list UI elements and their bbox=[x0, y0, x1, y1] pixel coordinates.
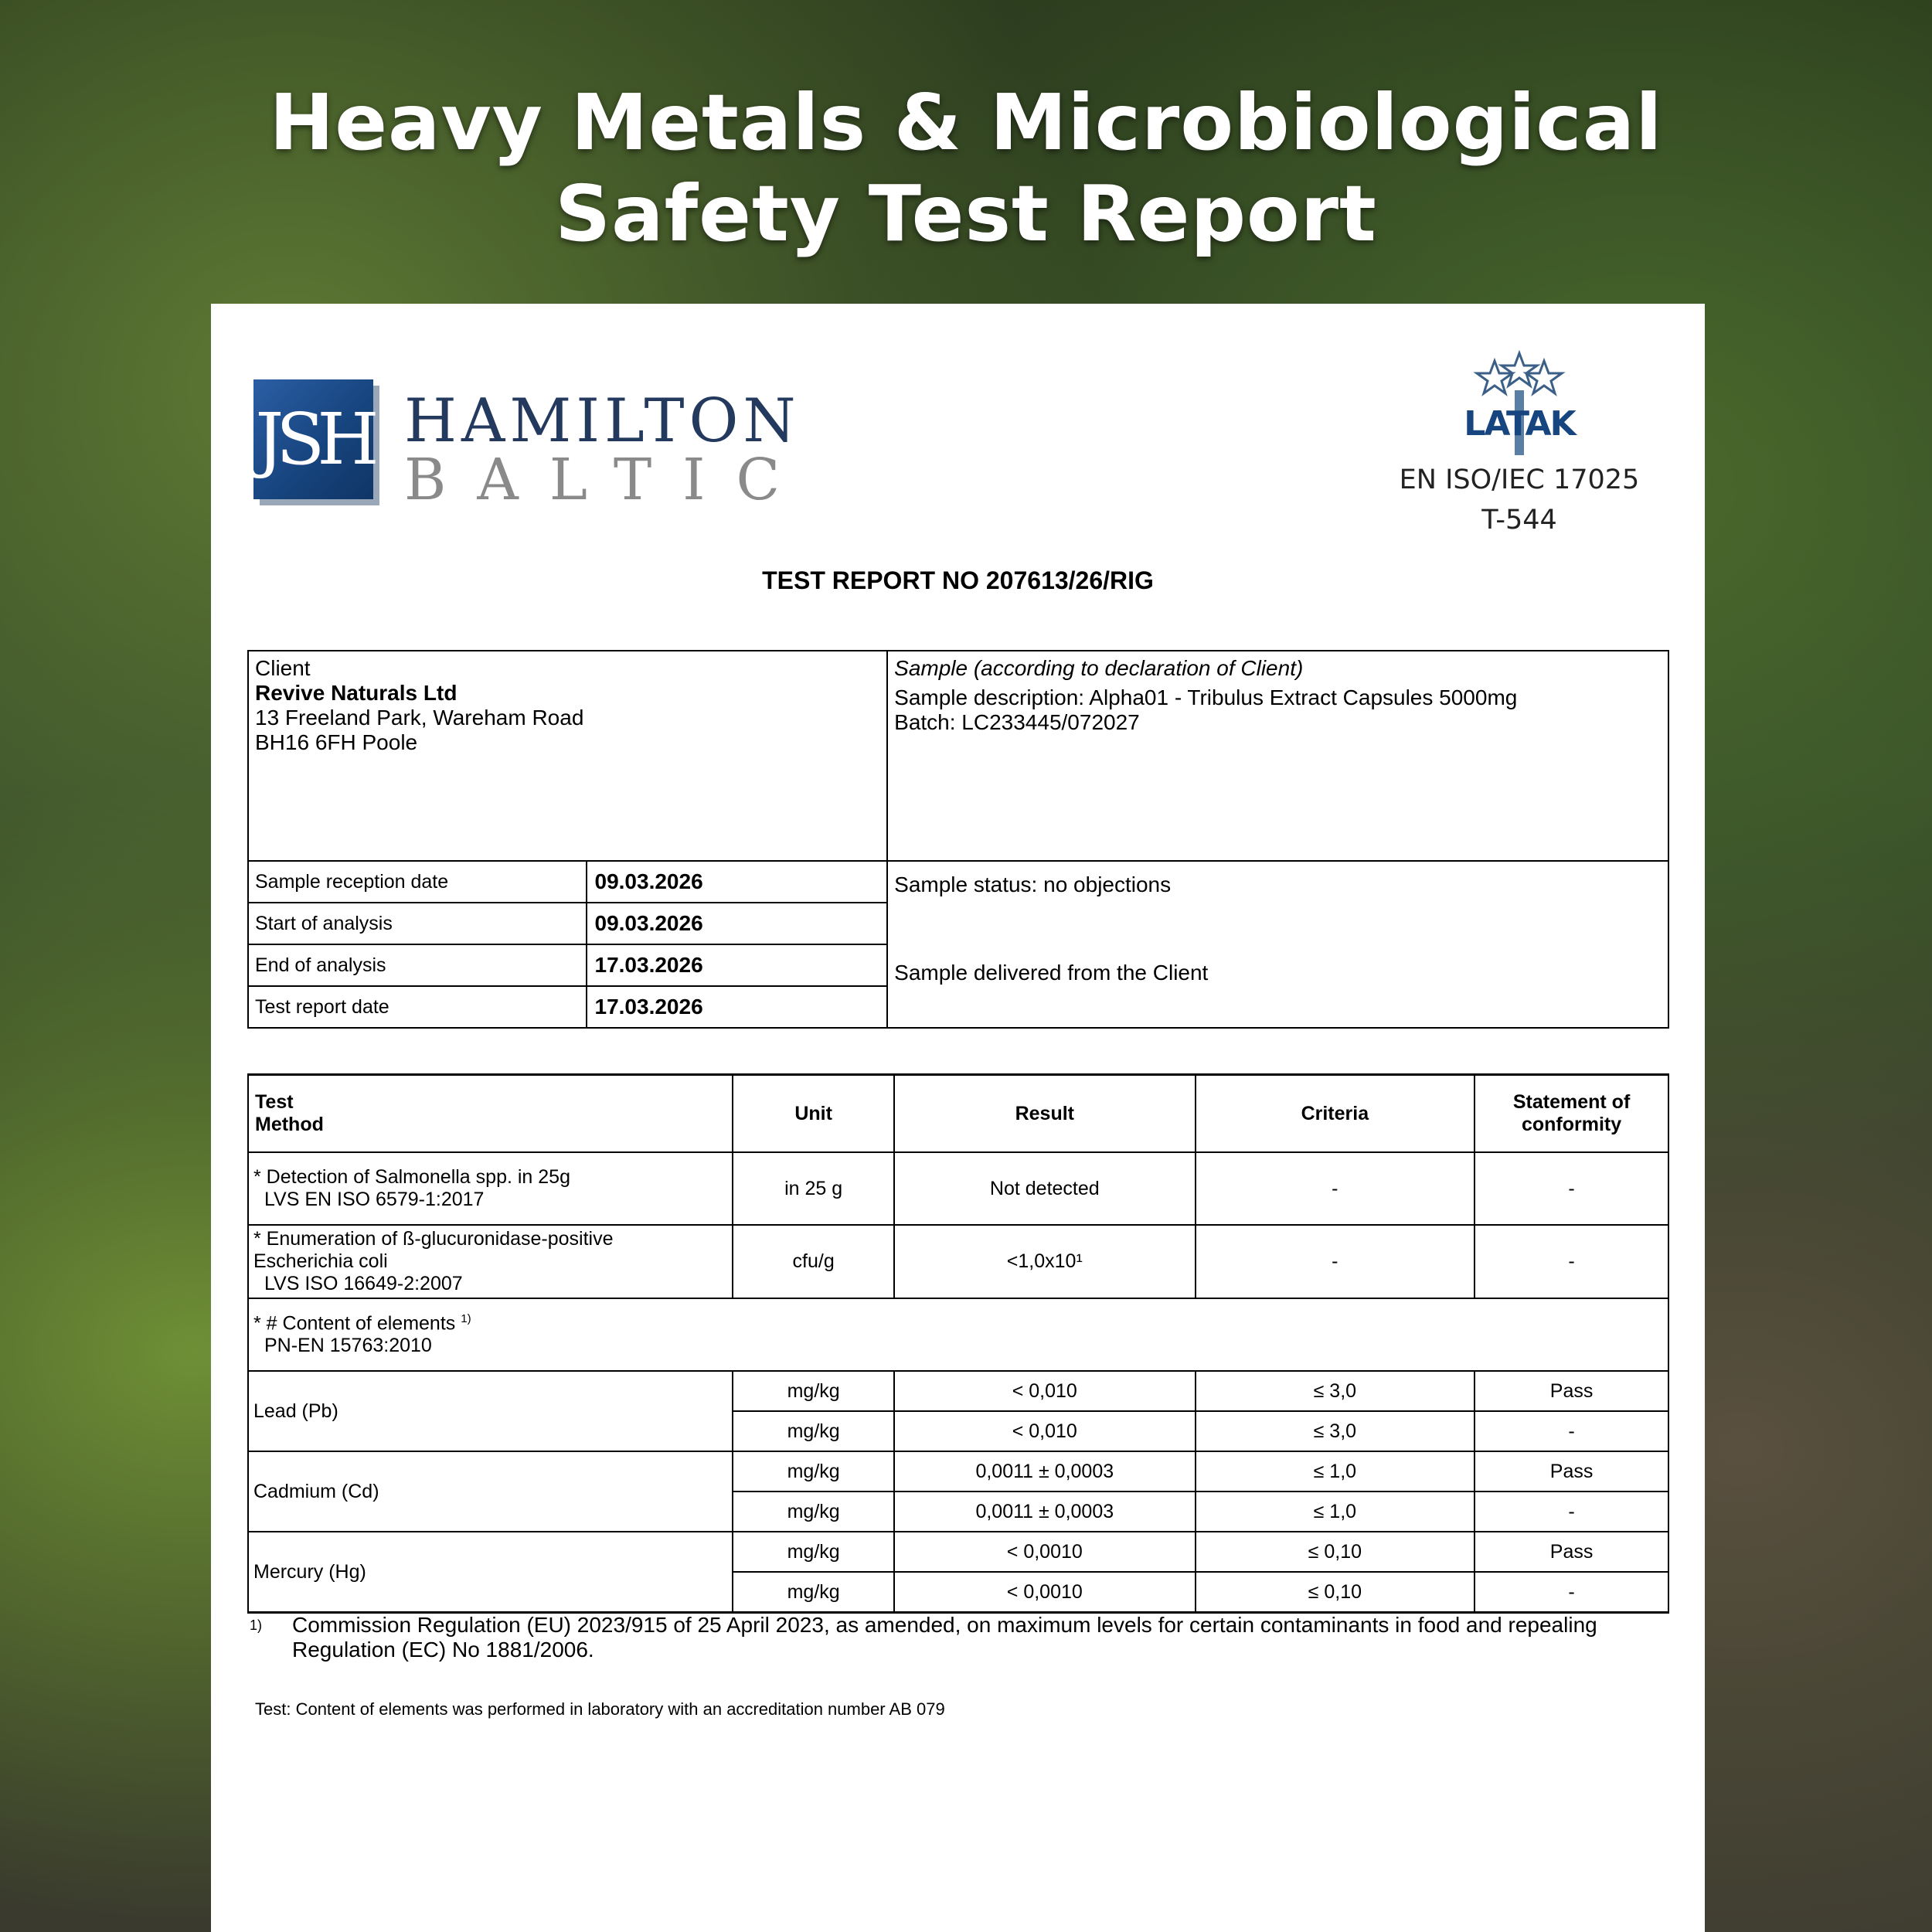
criteria-cell: - bbox=[1196, 1225, 1475, 1298]
headline-line-2: Safety Test Report bbox=[555, 168, 1377, 259]
footnote-text: Commission Regulation (EU) 2023/915 of 25 April 2023, as amended, on maximum levels for certain contaminants in food and repealing Regulation (EC) No 1881/2006. bbox=[292, 1613, 1597, 1662]
date-label: End of analysis bbox=[248, 944, 587, 986]
criteria-cell: ≤ 3,0 bbox=[1196, 1371, 1475, 1411]
criteria-cell: - bbox=[1196, 1152, 1475, 1225]
footnote-mark: 1) bbox=[250, 1617, 263, 1633]
result-cell: 0,0011 ± 0,0003 bbox=[894, 1451, 1196, 1492]
sample-batch: Batch: LC233445/072027 bbox=[894, 710, 1140, 734]
elements-note-mark: 1) bbox=[461, 1311, 471, 1325]
latak-stars-icon bbox=[1442, 350, 1597, 458]
report-info-table bbox=[247, 650, 1669, 1029]
element-name: Mercury (Hg) bbox=[248, 1532, 733, 1613]
result-cell: < 0,0010 bbox=[894, 1532, 1196, 1572]
criteria-cell: ≤ 1,0 bbox=[1196, 1451, 1475, 1492]
unit-cell: cfu/g bbox=[733, 1225, 894, 1298]
sample-delivery: Sample delivered from the Client bbox=[894, 961, 1209, 985]
sample-description: Sample description: Alpha01 - Tribulus Extract Capsules 5000mg bbox=[894, 685, 1518, 709]
conformity-cell: - bbox=[1475, 1572, 1668, 1613]
conformity-cell: - bbox=[1475, 1411, 1668, 1451]
elements-group-cell bbox=[248, 1298, 1668, 1371]
client-address-2: BH16 6FH Poole bbox=[255, 730, 418, 754]
result-cell: 0,0011 ± 0,0003 bbox=[894, 1492, 1196, 1532]
conformity-cell: Pass bbox=[1475, 1532, 1668, 1572]
accreditation-test-note: Test: Content of elements was performed in laboratory with an accreditation number AB 079 bbox=[255, 1699, 945, 1719]
table-row bbox=[248, 1371, 1668, 1411]
client-label: Client bbox=[255, 656, 311, 680]
unit-cell: mg/kg bbox=[733, 1451, 894, 1492]
report-sheet bbox=[211, 304, 1705, 1932]
result-cell: < 0,010 bbox=[894, 1411, 1196, 1451]
result-cell: < 0,0010 bbox=[894, 1572, 1196, 1613]
logo-subname: BALTIC bbox=[404, 447, 811, 513]
conformity-cell: - bbox=[1475, 1492, 1668, 1532]
unit-cell: mg/kg bbox=[733, 1492, 894, 1532]
date-label: Start of analysis bbox=[248, 903, 587, 944]
sample-heading: Sample (according to declaration of Client) bbox=[894, 656, 1304, 680]
header-criteria: Criteria bbox=[1196, 1075, 1475, 1153]
results-header-row bbox=[248, 1075, 1668, 1153]
date-value: 09.03.2026 bbox=[587, 903, 888, 944]
latak-mark: LATAK bbox=[1464, 404, 1575, 444]
elements-group-row bbox=[248, 1298, 1668, 1371]
sample-cell bbox=[887, 651, 1668, 861]
logo-name: HAMILTON bbox=[404, 386, 801, 456]
unit-cell: mg/kg bbox=[733, 1572, 894, 1613]
table-row bbox=[248, 1532, 1668, 1572]
table-row bbox=[248, 1225, 1668, 1298]
element-name: Cadmium (Cd) bbox=[248, 1451, 733, 1532]
header-unit: Unit bbox=[733, 1075, 894, 1153]
table-row bbox=[248, 1152, 1668, 1225]
unit-cell: mg/kg bbox=[733, 1411, 894, 1451]
result-cell: Not detected bbox=[894, 1152, 1196, 1225]
elements-method: PN-EN 15763:2010 bbox=[264, 1335, 432, 1357]
regulation-footnote bbox=[250, 1613, 1656, 1662]
client-sample-row bbox=[248, 651, 1668, 861]
unit-cell: mg/kg bbox=[733, 1532, 894, 1572]
header-conformity: Statement of conformity bbox=[1475, 1075, 1668, 1153]
date-value: 09.03.2026 bbox=[587, 861, 888, 903]
header-method: Test Method bbox=[248, 1075, 733, 1153]
accreditation-standard: EN ISO/IEC 17025 bbox=[1399, 464, 1640, 495]
conformity-cell: Pass bbox=[1475, 1451, 1668, 1492]
accreditation-code: T-544 bbox=[1481, 505, 1557, 536]
method-cell: * Detection of Salmonella spp. in 25g LVS EN ISO 6579-1:2017 bbox=[248, 1152, 733, 1225]
logo-emblem bbox=[253, 379, 373, 499]
results-table bbox=[247, 1073, 1669, 1614]
page-headline bbox=[0, 77, 1932, 260]
client-cell bbox=[248, 651, 887, 861]
logo-monogram: JSH bbox=[255, 398, 372, 481]
date-row bbox=[248, 861, 1668, 903]
headline-line-1: Heavy Metals & Microbiological bbox=[269, 77, 1663, 168]
elements-title: * # Content of elements bbox=[253, 1312, 456, 1335]
unit-cell: in 25 g bbox=[733, 1152, 894, 1225]
criteria-cell: ≤ 3,0 bbox=[1196, 1411, 1475, 1451]
criteria-cell: ≤ 0,10 bbox=[1196, 1572, 1475, 1613]
conformity-cell: - bbox=[1475, 1225, 1668, 1298]
date-label: Test report date bbox=[248, 986, 587, 1028]
header-result: Result bbox=[894, 1075, 1196, 1153]
sample-status-cell bbox=[887, 861, 1668, 1028]
unit-cell: mg/kg bbox=[733, 1371, 894, 1411]
element-name: Lead (Pb) bbox=[248, 1371, 733, 1451]
table-row bbox=[248, 1451, 1668, 1492]
report-number: TEST REPORT NO 207613/26/RIG bbox=[762, 566, 1154, 594]
conformity-cell: - bbox=[1475, 1152, 1668, 1225]
conformity-cell: Pass bbox=[1475, 1371, 1668, 1411]
client-address-1: 13 Freeland Park, Wareham Road bbox=[255, 706, 584, 730]
method-cell: * Enumeration of ß-glucuronidase-positive Escherichia coli LVS ISO 16649-2:2007 bbox=[248, 1225, 733, 1298]
accreditation-block bbox=[1388, 350, 1651, 539]
date-value: 17.03.2026 bbox=[587, 944, 888, 986]
criteria-cell: ≤ 0,10 bbox=[1196, 1532, 1475, 1572]
criteria-cell: ≤ 1,0 bbox=[1196, 1492, 1475, 1532]
sample-status: Sample status: no objections bbox=[894, 872, 1172, 896]
date-label: Sample reception date bbox=[248, 861, 587, 903]
date-value: 17.03.2026 bbox=[587, 986, 888, 1028]
client-name: Revive Naturals Ltd bbox=[255, 681, 457, 705]
result-cell: <1,0x10¹ bbox=[894, 1225, 1196, 1298]
result-cell: < 0,010 bbox=[894, 1371, 1196, 1411]
